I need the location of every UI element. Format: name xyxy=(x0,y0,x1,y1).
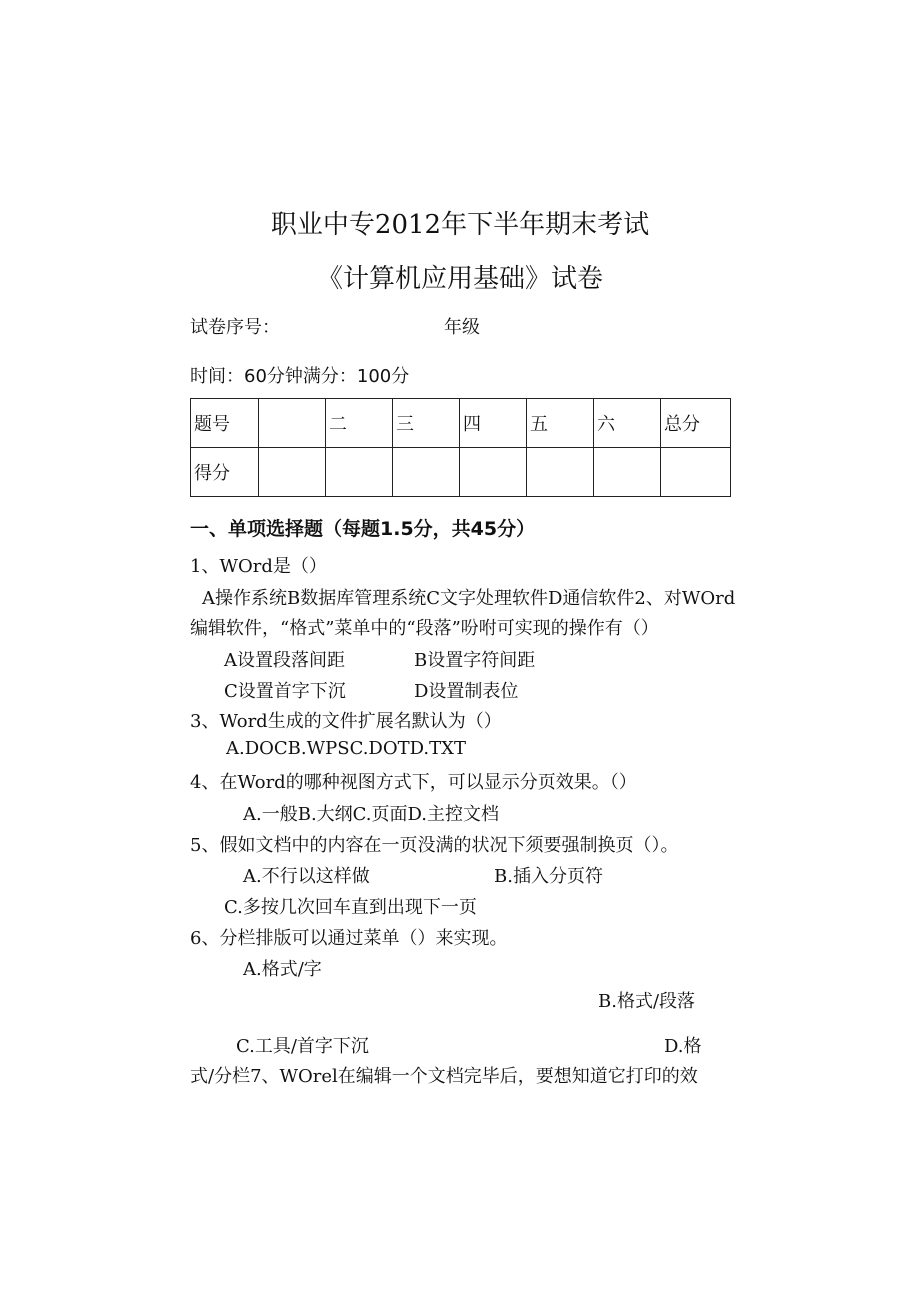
table-cell: 六 xyxy=(594,399,661,448)
table-cell: 四 xyxy=(460,399,527,448)
table-row xyxy=(191,448,731,497)
time-score-line: 时间：60分钟满分：100分 xyxy=(190,366,410,387)
table-cell: 三 xyxy=(393,399,460,448)
score-input-cell[interactable] xyxy=(594,448,661,497)
option-c: C.多按几次回车直到出现下一页 xyxy=(224,897,477,918)
option-b: B.插入分页符 xyxy=(494,866,603,887)
question-5: 5、假如文档中的内容在一页没满的状况下须要强制换页（）。 xyxy=(190,835,679,856)
question-6: 6、分栏排版可以通过菜单（）来实现。 xyxy=(190,928,508,949)
question-3: 3、Word生成的文件扩展名默认为（） xyxy=(190,711,502,732)
option-d: D设置制表位 xyxy=(414,681,519,702)
exam-title: 职业中专2012年下半年期末考试 xyxy=(270,210,650,240)
table-row xyxy=(191,399,731,448)
question-1: 1、WOrd是（） xyxy=(190,556,327,577)
score-input-cell[interactable] xyxy=(326,448,393,497)
option-a: A.不行以这样做 xyxy=(243,866,370,887)
score-table xyxy=(190,398,731,497)
question-4: 4、在Word的哪种视图方式下，可以显示分页效果。（） xyxy=(190,772,637,793)
exam-subtitle: 《计算机应用基础》试卷 xyxy=(316,264,603,294)
table-cell: 得分 xyxy=(191,448,259,497)
table-cell xyxy=(259,399,326,448)
question-options: A.一般B.大纲C.页面D.主控文档 xyxy=(243,804,500,825)
question-options: A.DOCB.WPSC.DOTD.TXT xyxy=(226,738,466,759)
option-c: C设置首字下沉 xyxy=(224,681,346,702)
table-cell: 总分 xyxy=(661,399,731,448)
option-a: A.格式/字 xyxy=(243,959,322,980)
section-heading: 一、单项选择题（每题1.5分，共45分） xyxy=(190,518,536,540)
question-text-line: A操作系统B数据库管理系统C文字处理软件D通信软件2、对WOrd xyxy=(202,588,736,609)
score-input-cell[interactable] xyxy=(460,448,527,497)
table-cell: 二 xyxy=(326,399,393,448)
question-text-line: 式/分栏7、WOrel在编辑一个文档完毕后，要想知道它打印的效 xyxy=(190,1066,698,1087)
option-b: B.格式/段落 xyxy=(598,991,696,1012)
table-cell: 五 xyxy=(527,399,594,448)
question-text-line: 编辑软件，“格式”菜单中的“段落”吩咐可实现的操作有（） xyxy=(190,618,659,639)
grade-label: 年级 xyxy=(444,317,480,338)
option-a: A设置段落间距 xyxy=(224,650,345,671)
table-cell: 题号 xyxy=(191,399,259,448)
score-input-cell[interactable] xyxy=(527,448,594,497)
score-input-cell[interactable] xyxy=(393,448,460,497)
serial-number-label: 试卷序号： xyxy=(190,317,280,338)
option-c: C.工具/首字下沉 xyxy=(236,1036,369,1057)
score-input-cell[interactable] xyxy=(259,448,326,497)
option-d: D.格 xyxy=(664,1036,702,1057)
option-b: B设置字符间距 xyxy=(414,650,536,671)
score-input-cell[interactable] xyxy=(661,448,731,497)
